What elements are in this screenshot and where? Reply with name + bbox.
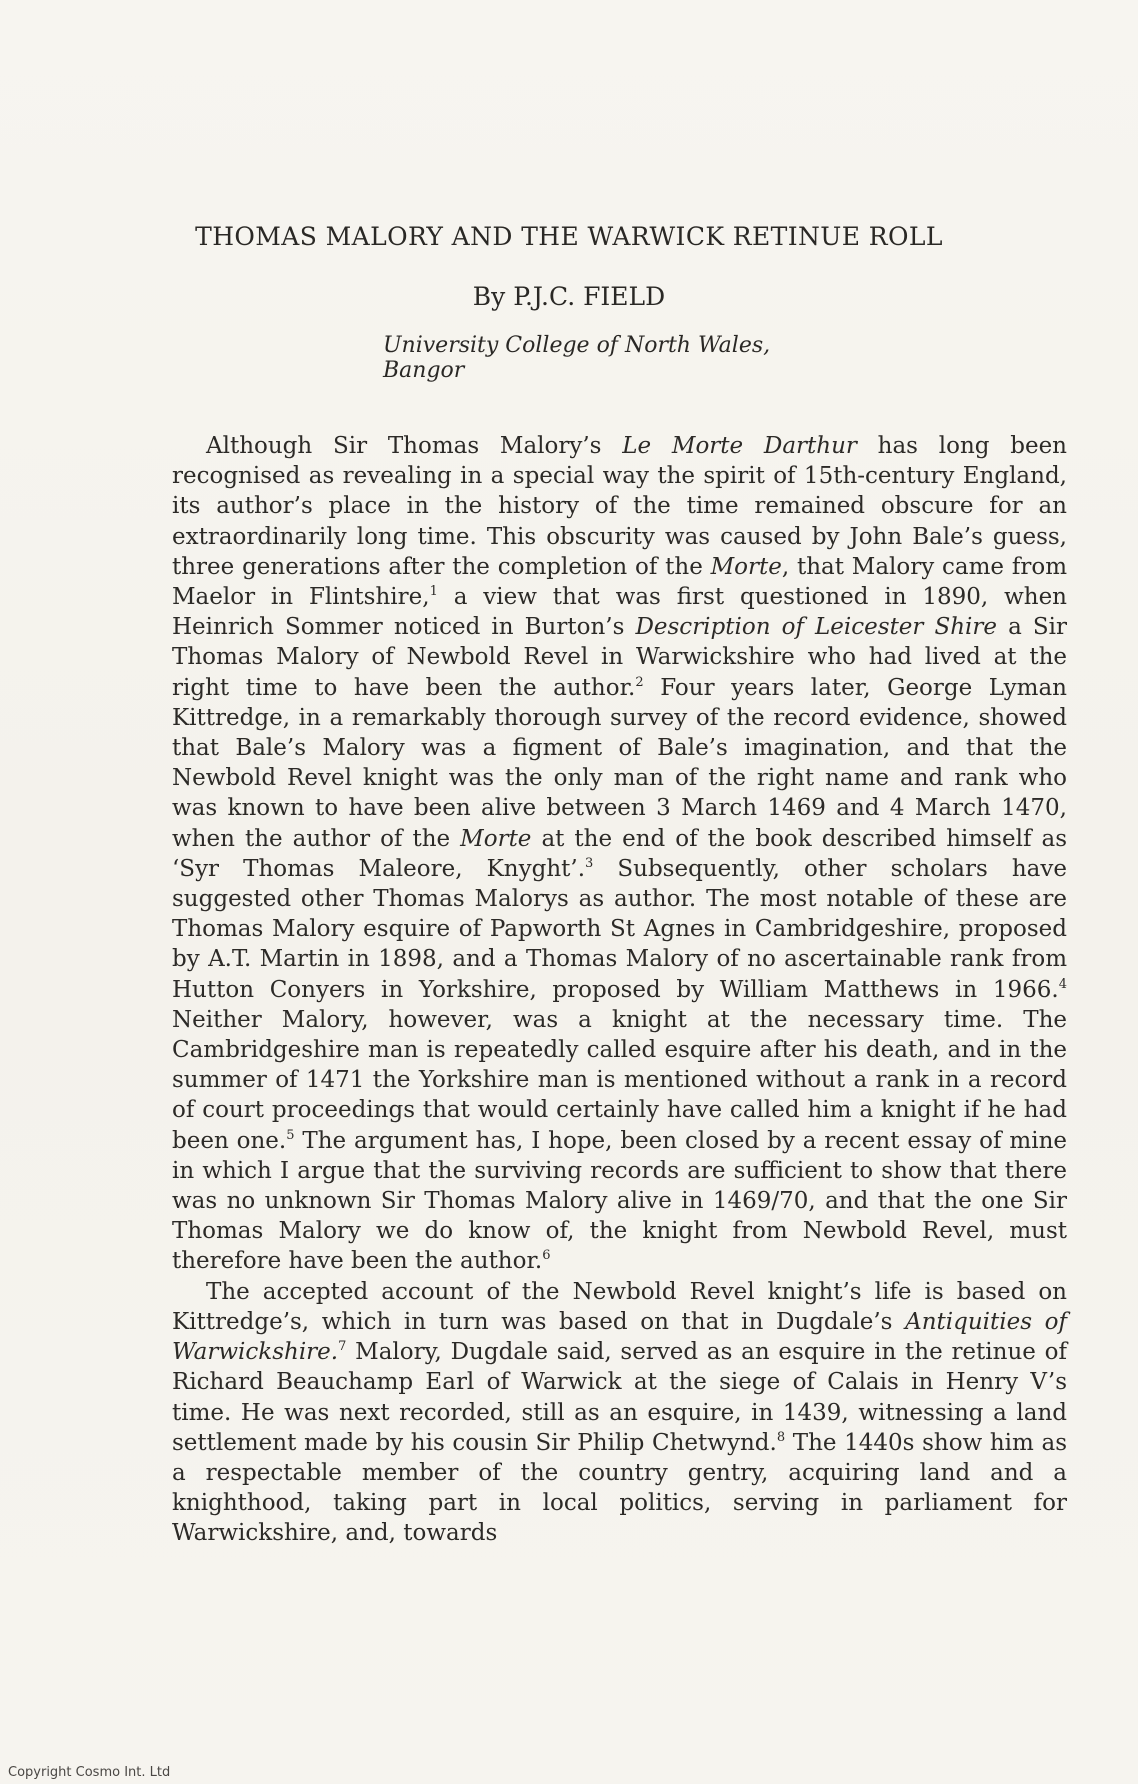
text-run: Malory, Dugdale said, served as an esquire in the retinue of Richard Beauchamp Earl of Warwick at the siege of Calais in Henry V’s time. He was next recorded, still as an esquire, in 1439, witnessing a land settlement made by his cousin Sir Philip Chetwynd.	[172, 1339, 1067, 1456]
italic-title: Description of Leicester Shire	[635, 614, 998, 641]
text-run: Four years later, George Lyman Kittredge, in a remarkably thorough survey of the record evidence, showed that Bale’s Malory was a figment of Bale’s imagination, and that the Newbold Revel knight was the only man of the right name and rank who was known to have been alive between 3 March 1469 and 4 March 1470, when the author of the	[172, 674, 1067, 852]
text-run: The 1440s show him as a respectable member of the country gentry, acquiring land and a knighthood, taking part in local politics, serving in parliament for Warwickshire, and, towards	[172, 1429, 1067, 1547]
footnote-marker: 8	[776, 1429, 786, 1445]
text-run: a Sir Thomas Malory of Newbold Revel in Warwickshire who had lived at the right time to have been the author.	[172, 614, 1067, 701]
italic-title: Morte	[460, 825, 532, 852]
footnote-marker: 2	[635, 674, 644, 690]
body-paragraph	[172, 1277, 1067, 1549]
text-run: Neither Malory, however, was a knight at the necessary time. The Cambridgeshire man is repeatedly called esquire after his death, and in the summer of 1471 the Yorkshire man is mentioned without a rank in a record of court proceedings that would certainly have called him a knight if he had been one.	[172, 1006, 1067, 1154]
text-run: Although Sir Thomas Malory’s	[206, 433, 623, 459]
article-title: THOMAS MALORY AND THE WARWICK RETINUE ROLL	[195, 222, 943, 251]
text-run: The argument has, I hope, been closed by a recent essay of mine in which I argue that the surviving records are sufficient to show that there was no unknown Sir Thomas Malory alive in 1469/70, and that the one Sir Thomas Malory we do know of, the knight from Newbold Revel, must therefore have been the author.	[172, 1127, 1067, 1275]
footnote-marker: 3	[585, 855, 594, 871]
text-run: has long been recognised as revealing in a special way the spirit of 15th-century England, its author’s place in the history of the time remained obscure for an extraordinarily long time. This obscurity was caused by John Bale’s guess, three generations after the completion of the	[172, 433, 1067, 580]
footnote-marker: 5	[286, 1127, 295, 1143]
text-run: at the end of the book described himself as ‘Syr Thomas Maleore, Knyght’.	[172, 825, 1067, 882]
footnote-marker: 1	[429, 584, 438, 600]
footnote-marker: 4	[1058, 976, 1067, 992]
text-run: a view that was first questioned in 1890, when Heinrich Sommer noticed in Burton’s	[172, 584, 1067, 641]
article-author: By P.J.C. FIELD	[472, 282, 666, 311]
italic-title: Le Morte Darthur	[622, 433, 857, 459]
text-run: , that Malory came from Maelor in Flintshire,	[172, 553, 1068, 611]
body-paragraph	[172, 431, 1067, 1277]
article-body	[172, 431, 1067, 1549]
footnote-marker: 7	[338, 1339, 347, 1355]
text-run: The accepted account of the Newbold Revel knight’s life is based on Kittredge’s, which in turn was based on that in Dugdale’s	[172, 1278, 1067, 1335]
text-run: Subsequently, other scholars have suggested other Thomas Malorys as author. The most notable of these are Thomas Malory esquire of Papworth St Agnes in Cambridgeshire, proposed by A.T. Martin in 1898, and a Thomas Malory of no ascertainable rank from Hutton Conyers in Yorkshire, proposed by William Matthews in 1966.	[172, 855, 1067, 1003]
italic-title: Morte	[710, 553, 782, 580]
footnote-marker: 6	[542, 1248, 551, 1264]
author-affiliation: University College of North Wales, Bangor	[383, 333, 771, 383]
copyright-watermark: Copyright Cosmo Int. Ltd	[8, 1765, 171, 1780]
italic-title: Antiquities of Warwickshire.	[172, 1308, 1067, 1366]
